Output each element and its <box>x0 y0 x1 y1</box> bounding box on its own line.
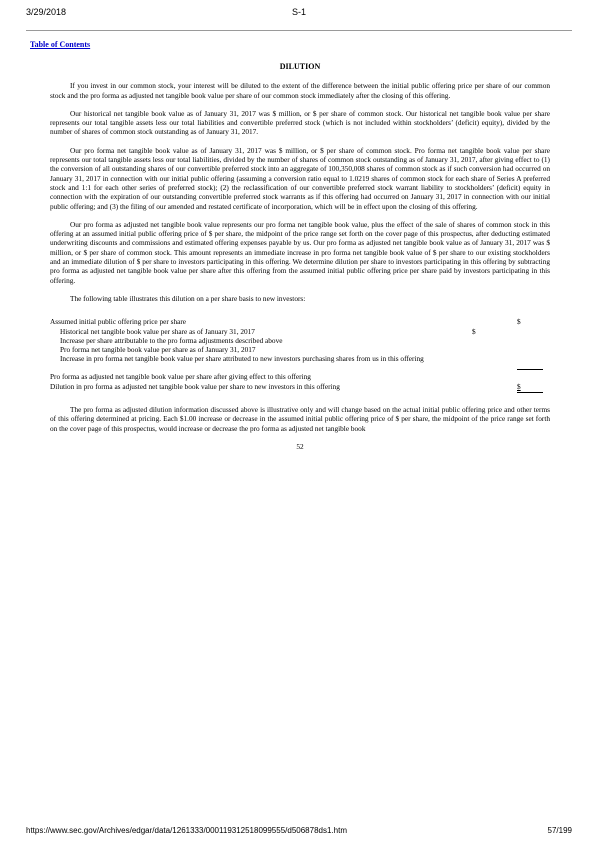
table-row: Pro forma as adjusted net tangible book value per share after giving effect to this offering <box>50 372 311 382</box>
paragraph-intro: If you invest in our common stock, your interest will be diluted to the extent of the difference between the initial public offering price per share of our common stock and the pro forma as adjusted net tangible book value per share of our common stock immediately after the closing of this offering. <box>50 81 550 100</box>
page-number: 52 <box>296 441 304 451</box>
table-row: Historical net tangible book value per share as of January 31, 2017 $ <box>60 326 476 336</box>
paragraph-historical: Our historical net tangible book value as of January 31, 2017 was $ million, or $ per share of common stock. Our historical net tangible book value per share represents our total tangible assets less our total liabilities and convertible preferred stock (which is not included within stockholders’ (deficit) equity), divided by the number of shares of common stock outstanding as of January 31, 2017. <box>50 108 550 137</box>
print-page-count: 57/199 <box>547 826 572 835</box>
print-header <box>26 7 572 19</box>
source-url: https://www.sec.gov/Archives/edgar/data/1261333/000119312518099555/d506878ds1.htm <box>26 826 347 835</box>
section-title: DILUTION <box>279 62 321 71</box>
table-row: Dilution in pro forma as adjusted net tangible book value per share to new investors in this offering $ <box>50 382 550 391</box>
table-intro: The following table illustrates this dilution on a per share basis to new investors: <box>70 293 306 303</box>
table-row: Increase in pro forma net tangible book value per share attributed to new investors purchasing shares from us in this offering <box>50 354 550 372</box>
table-of-contents-link[interactable]: Table of Contents <box>30 40 91 49</box>
table-row: Pro forma net tangible book value per share as of January 31, 2017 <box>60 345 256 355</box>
dilution-table <box>50 317 550 391</box>
paragraph-closing: The pro forma as adjusted dilution information discussed above is illustrative only and will change based on the actual initial public offering price and other terms of this offering determined at pricing. Each $1.00 increase or decrease in the assumed initial public offering price of $ per share, the midpoint of the price range set forth on the cover page of this prospectus, would increase or decrease the pro forma as adjusted net tangible book <box>50 405 550 433</box>
paragraph-pro-forma-adjusted: Our pro forma as adjusted net tangible book value represents our pro forma net tangible book value, plus the effect of the sale of shares of common stock in this offering at an assumed initial public offering price of $ per share, the midpoint of the price range set forth on the cover page of this prospectus, after deducting estimated underwriting discounts and commissions and estimated offering expenses payable by us. Our pro forma as adjusted net tangible book value as of January 31, 2017 was $ million, or $ per share of common stock. This amount represents an immediate increase in pro forma net tangible book value of $ per share to our existing stockholders and an immediate dilution of $ per share to investors participating in this offering. We determine dilution per share to investors participating in this offering by subtracting pro forma as adjusted net tangible book value per share after this offering from the assumed initial public offering price per share paid by investors participating in this offering. <box>50 219 550 285</box>
header-divider <box>26 30 572 31</box>
subtotal-underline <box>517 369 543 370</box>
paragraph-pro-forma: Our pro forma net tangible book value as of January 31, 2017 was $ million, or $ per share of common stock. Pro forma net tangible book value per share represents our total tangible assets less our total liabilities, divided by the number of shares of common stock outstanding as of January 31, 2017, after giving effect to (1) the conversion of all outstanding shares of our convertible preferred stock into an aggregate of 100,350,008 shares of common stock as if such conversion had occurred on January 31, 2017 in connection with our initial public offering (assuming a conversion ratio equal to 1.0219 shares of common stock for each share of Series A preferred stock and 1:1 for each other series of preferred stock); (2) the reclassification of our convertible preferred stock warrant liability to stockholders’ (deficit) equity in connection with the expiration of our outstanding convertible preferred stock warrants as if this offering had occurred on January 31, 2017 in connection with our initial public offering; and (3) the filing of our amended and restated certificate of incorporation, which will be in effect upon the closing of this offering. <box>50 145 550 211</box>
document-body <box>50 62 550 451</box>
table-row: Assumed initial public offering price per share $ <box>50 317 521 327</box>
print-date: 3/29/2018 <box>26 7 67 17</box>
table-row: Increase per share attributable to the pro forma adjustments described above <box>60 335 283 345</box>
total-double-underline <box>517 392 543 393</box>
document-label: S-1 <box>291 7 306 17</box>
